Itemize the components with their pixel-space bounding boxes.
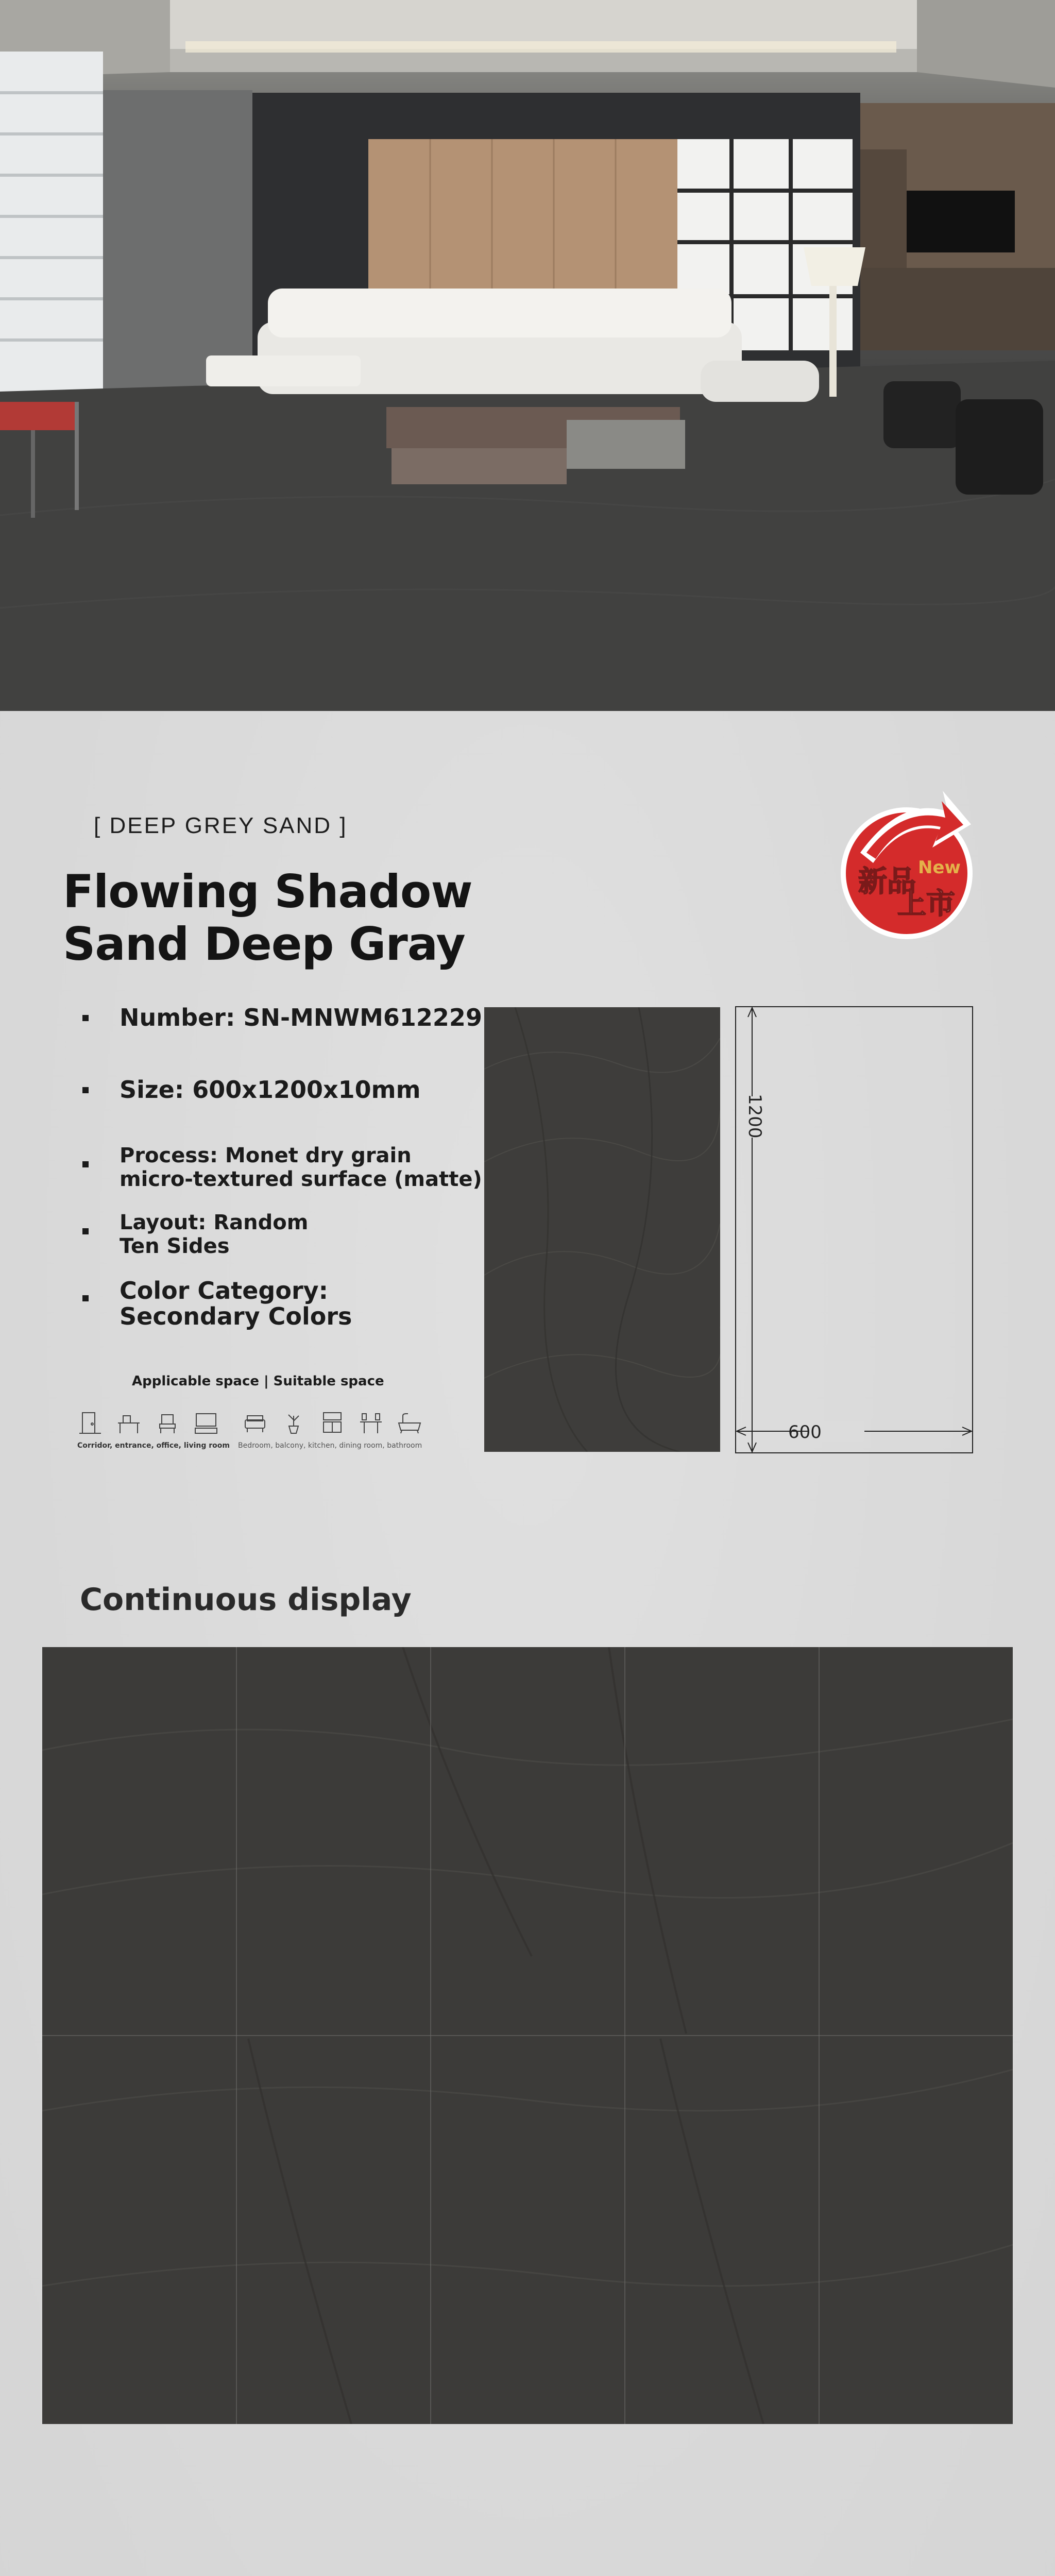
applicable-space-icons (77, 1411, 433, 1442)
dimension-width-label: 600 (788, 1422, 822, 1443)
bullet-icon (82, 1015, 89, 1021)
bullet-icon (82, 1228, 89, 1234)
continuous-tile-grid (42, 1647, 1013, 2424)
door-icon (77, 1411, 103, 1435)
bullet-icon (82, 1295, 89, 1301)
applicable-space-title: Applicable space | Suitable space (132, 1374, 384, 1389)
product-title-line-2: Sand Deep Gray (63, 918, 465, 971)
product-title (63, 866, 526, 971)
hero-scene-illustration (0, 0, 1055, 711)
dimension-diagram (730, 1004, 978, 1457)
desk-icon (116, 1411, 142, 1435)
tv-stand-icon (193, 1411, 219, 1435)
applicable-caption-1: Corridor, entrance, office, living room (77, 1442, 230, 1450)
applicable-caption-2: Bedroom, balcony, kitchen, dining room, bathroom (238, 1442, 422, 1450)
grid-divider (42, 2035, 1013, 2036)
hero-interior-image (0, 0, 1055, 711)
chair-icon (155, 1411, 180, 1435)
product-title-line-1: Flowing Shadow (63, 865, 472, 918)
continuous-display-title: Continuous display (80, 1582, 412, 1618)
sofa-icon (242, 1411, 268, 1435)
tile-sample-image (484, 1007, 720, 1452)
plant-icon (281, 1411, 307, 1435)
new-product-badge (840, 775, 974, 945)
bathtub-icon (397, 1411, 422, 1435)
series-tag: [ DEEP GREY SAND ] (94, 813, 348, 838)
badge-text-1: 新品 (858, 865, 916, 899)
dining-table-icon (358, 1411, 384, 1435)
badge-text-2: 上市 (897, 887, 955, 921)
cabinet-icon (319, 1411, 345, 1435)
dimension-height-label: 1200 (744, 1094, 765, 1139)
bullet-icon (82, 1087, 89, 1093)
badge-text-new: New (918, 857, 961, 878)
bullet-icon (82, 1161, 89, 1167)
tile-texture (484, 1007, 720, 1452)
